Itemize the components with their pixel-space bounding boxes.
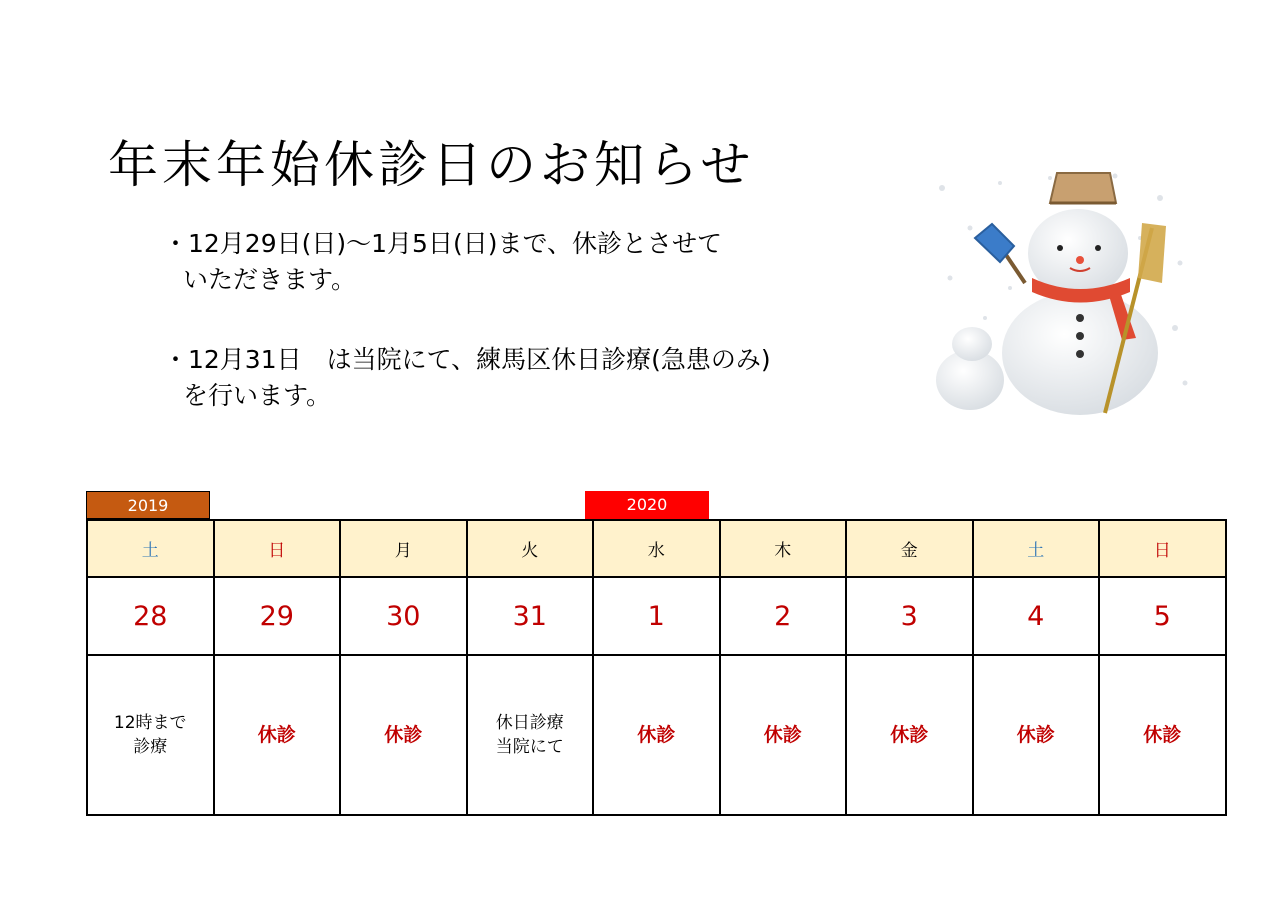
year-label-2019: 2019 <box>86 491 210 519</box>
weekday-cell: 日 <box>1099 520 1226 577</box>
page-title: 年末年始休診日のお知らせ <box>108 136 755 194</box>
date-cell: 5 <box>1099 577 1226 655</box>
holiday-calendar <box>86 519 1227 816</box>
notice-closure <box>163 226 722 298</box>
status-row <box>87 655 1226 815</box>
date-cell: 30 <box>340 577 467 655</box>
weekday-cell: 水 <box>593 520 720 577</box>
status-cell-closed: 休診 <box>720 655 847 815</box>
notice-closure-line1: ・12月29日(日)～1月5日(日)まで、休診とさせて <box>163 229 722 258</box>
weekday-cell: 月 <box>340 520 467 577</box>
year-label-2020: 2020 <box>585 491 709 519</box>
date-row <box>87 577 1226 655</box>
date-cell: 1 <box>593 577 720 655</box>
status-cell-closed: 休診 <box>1099 655 1226 815</box>
snowman-icon <box>930 168 1192 420</box>
weekday-cell: 土 <box>973 520 1100 577</box>
date-cell: 3 <box>846 577 973 655</box>
status-cell-closed: 休診 <box>593 655 720 815</box>
weekday-cell: 火 <box>467 520 594 577</box>
date-cell: 29 <box>214 577 341 655</box>
date-cell: 4 <box>973 577 1100 655</box>
status-cell-closed: 休診 <box>214 655 341 815</box>
notice-holiday-clinic-line2: を行います。 <box>183 381 332 410</box>
weekday-row <box>87 520 1226 577</box>
status-cell-closed: 休診 <box>340 655 467 815</box>
notice-holiday-clinic-line1: ・12月31日 は当院にて、練馬区休日診療(急患のみ) <box>163 345 771 374</box>
weekday-cell: 木 <box>720 520 847 577</box>
status-cell-closed: 休診 <box>846 655 973 815</box>
notice-closure-line2: いただきます。 <box>183 265 357 294</box>
status-cell-holiday-clinic: 休日診療 当院にて <box>467 655 594 815</box>
date-cell: 2 <box>720 577 847 655</box>
weekday-cell: 金 <box>846 520 973 577</box>
status-cell-closed: 休診 <box>973 655 1100 815</box>
status-cell-open-until-noon: 12時まで 診療 <box>87 655 214 815</box>
weekday-cell: 土 <box>87 520 214 577</box>
notice-holiday-clinic <box>163 342 771 414</box>
date-cell: 28 <box>87 577 214 655</box>
weekday-cell: 日 <box>214 520 341 577</box>
date-cell: 31 <box>467 577 594 655</box>
